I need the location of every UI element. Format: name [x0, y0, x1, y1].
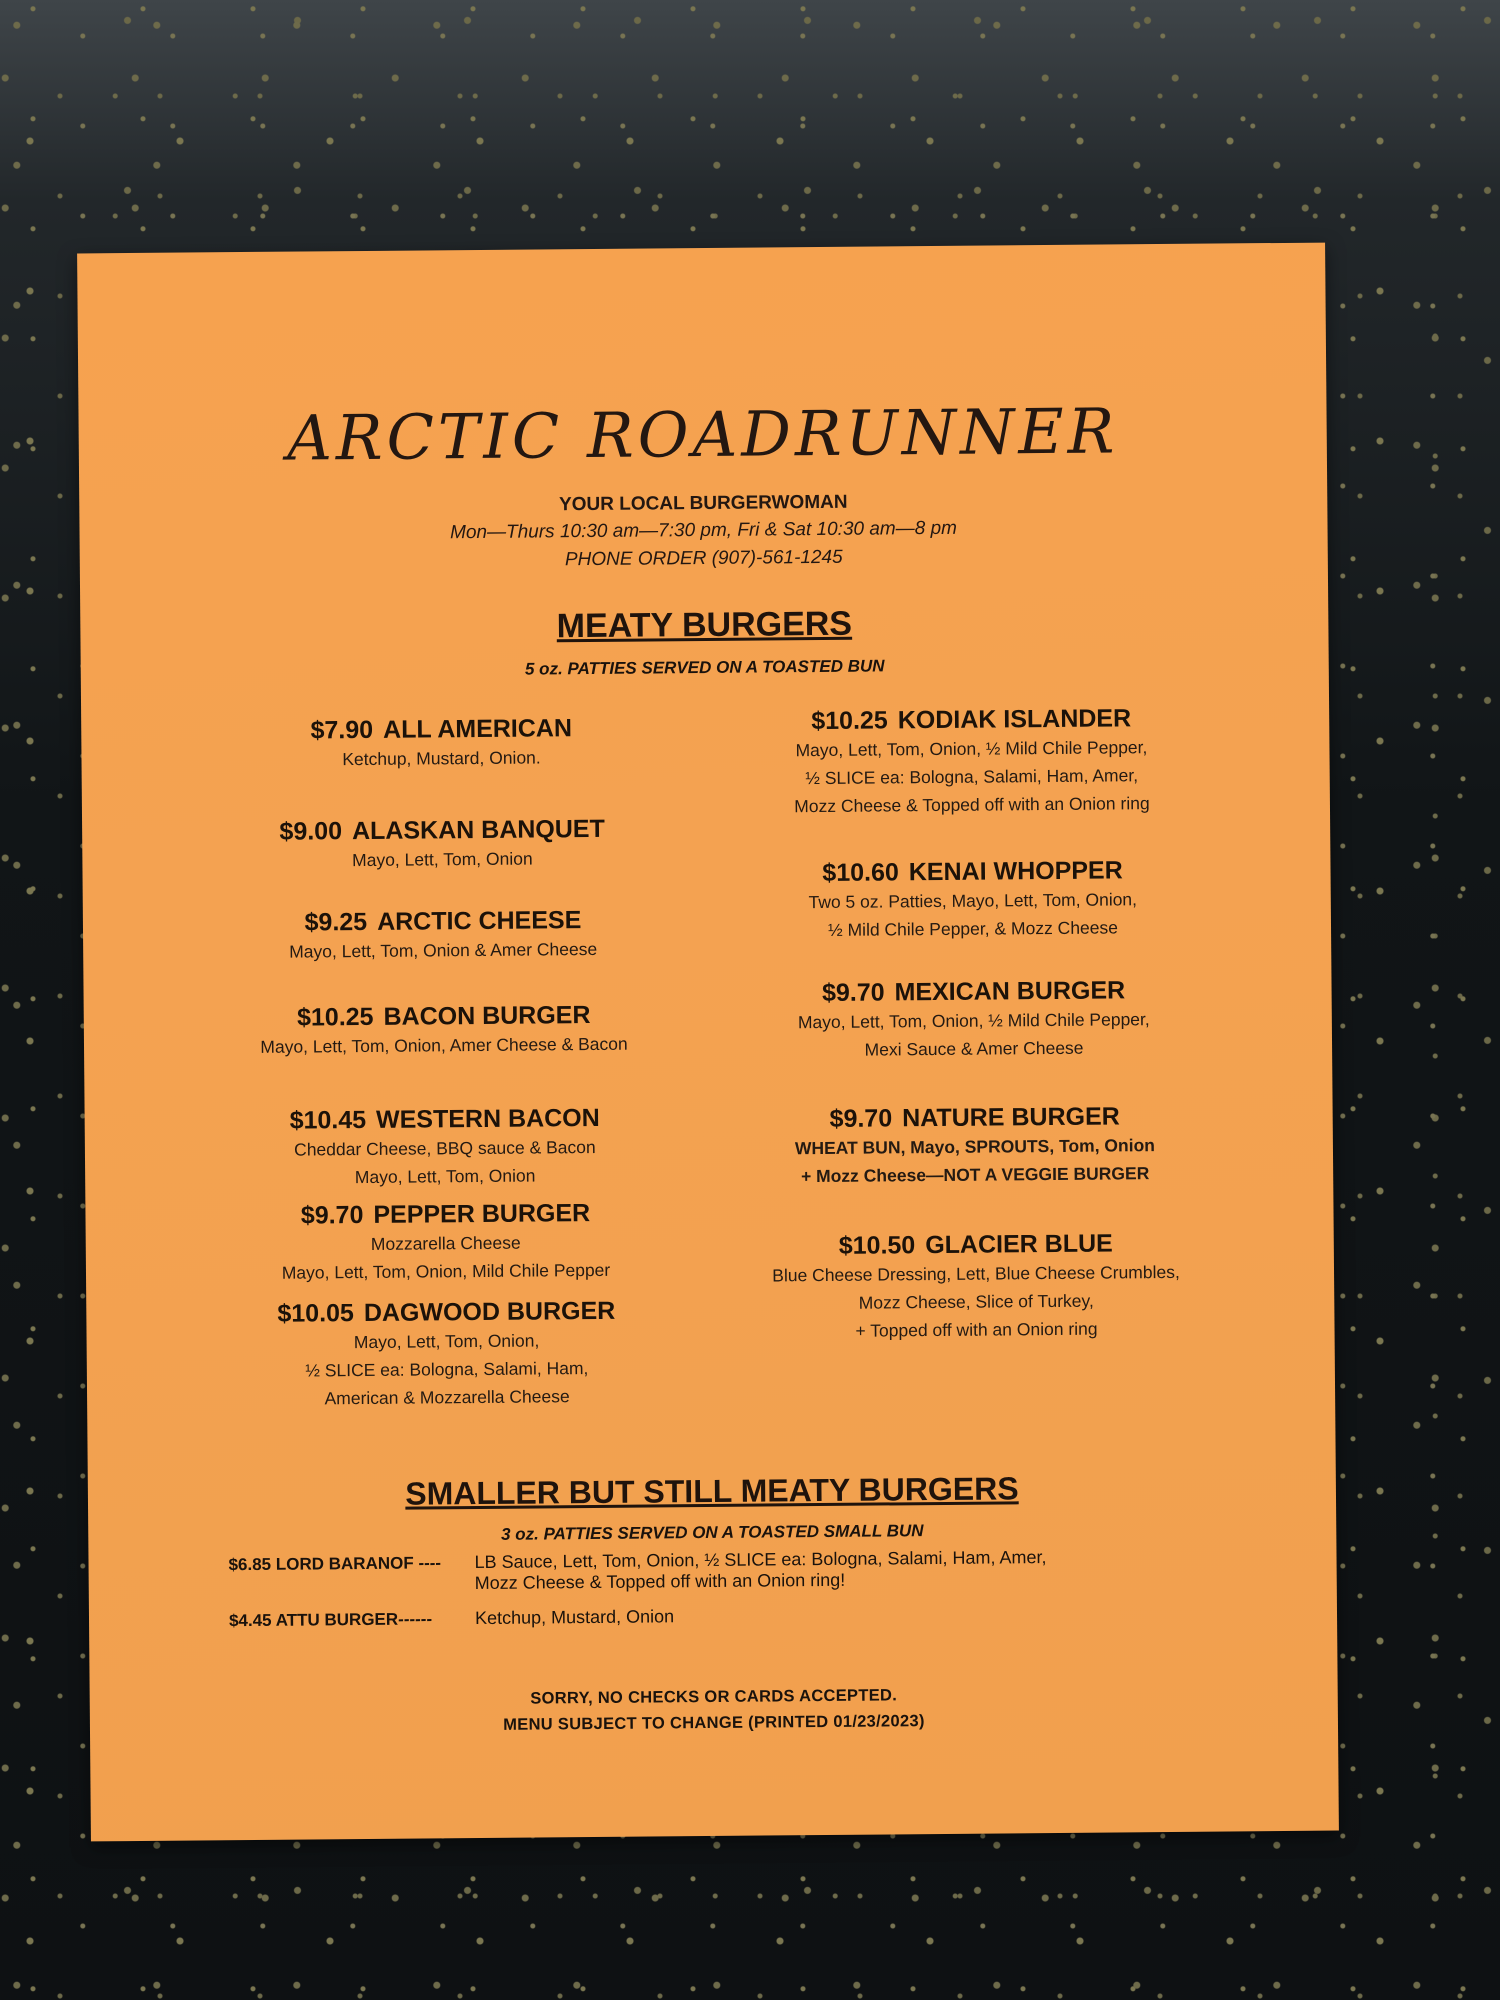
- item-description: [474, 1547, 1046, 1594]
- item-name: BACON BURGER: [383, 1001, 591, 1031]
- menu-item: [224, 1000, 664, 1061]
- item-description: Blue Cheese Dressing, Lett, Blue Cheese Crumbles,: [772, 1261, 1180, 1286]
- item-description: Mayo, Lett, Tom, Onion: [354, 1165, 536, 1188]
- item-price: $9.70: [829, 1104, 893, 1133]
- menu-change-notice: MENU SUBJECT TO CHANGE (PRINTED 01/23/2023): [503, 1712, 925, 1734]
- item-price: $10.25: [296, 1002, 374, 1032]
- item-description: Mayo, Lett, Tom, Onion, Mild Chile Pepper: [281, 1259, 611, 1283]
- item-description: + Topped off with an Onion ring: [855, 1318, 1098, 1341]
- item-name: DAGWOOD BURGER: [363, 1296, 616, 1328]
- item-name: KENAI WHOPPER: [908, 856, 1123, 887]
- item-description: Mozz Cheese & Topped off with an Onion ring: [794, 793, 1150, 817]
- menu-item: [223, 905, 663, 966]
- item-description: Mayo, Lett, Tom, Onion & Amer Cheese: [289, 938, 598, 962]
- menu-sheet: [77, 243, 1339, 1842]
- item-price: $9.70: [821, 978, 885, 1008]
- item-price: $9.00: [279, 817, 343, 846]
- smaller-burgers-heading: SMALLER BUT STILL MEATY BURGERS: [405, 1470, 1019, 1512]
- item-description: Ketchup, Mustard, Onion: [474, 1606, 675, 1629]
- menu-item: [721, 704, 1222, 821]
- item-price: $10.60: [822, 858, 899, 887]
- menu-item: [228, 1545, 1228, 1596]
- item-label: $4.45 ATTU BURGER------: [228, 1609, 433, 1631]
- item-description: Mayo, Lett, Tom, Onion: [351, 848, 533, 871]
- menu-item: [222, 814, 662, 875]
- menu-item: [221, 713, 661, 774]
- item-description: ½ SLICE ea: Bologna, Salami, Ham, Amer,: [805, 765, 1139, 789]
- smaller-burgers-note: 3 oz. PATTIES SERVED ON A TOASTED SMALL BUN: [500, 1521, 924, 1544]
- item-description: Ketchup, Mustard, Onion.: [342, 747, 541, 770]
- menu-item: [726, 1228, 1227, 1345]
- item-description: Mayo, Lett, Tom, Onion,: [353, 1330, 540, 1353]
- restaurant-title: ARCTIC ROADRUNNER: [286, 394, 1119, 475]
- hours: Mon—Thurs 10:30 am—7:30 pm, Fri & Sat 10:30 am—8 pm: [450, 517, 958, 544]
- item-description: Mozzarella Cheese: [370, 1232, 521, 1254]
- item-description: Mayo, Lett, Tom, Onion, ½ Mild Chile Pepper,: [797, 1009, 1150, 1033]
- payment-notice: SORRY, NO CHECKS OR CARDS ACCEPTED.: [530, 1686, 898, 1708]
- item-description: ½ SLICE ea: Bologna, Salami, Ham,: [305, 1358, 589, 1381]
- menu-item: [722, 856, 1223, 945]
- item-description: Mayo, Lett, Tom, Onion, Amer Cheese & Bacon: [260, 1033, 628, 1057]
- item-name: NATURE BURGER: [902, 1102, 1120, 1133]
- item-price: $9.25: [304, 907, 368, 937]
- item-name: PEPPER BURGER: [373, 1199, 591, 1229]
- item-price: $7.90: [310, 715, 374, 745]
- meaty-burgers-heading: MEATY BURGERS: [556, 604, 853, 646]
- item-description-line: Mozz Cheese & Topped off with an Onion ring!: [474, 1569, 846, 1594]
- item-description-line: LB Sauce, Lett, Tom, Onion, ½ SLICE ea: Bologna, Salami, Ham, Amer,: [474, 1547, 1047, 1573]
- item-description: ½ Mild Chile Pepper, & Mozz Cheese: [828, 917, 1119, 940]
- item-price: $10.50: [838, 1231, 916, 1260]
- menu-item: [225, 1198, 666, 1287]
- item-description: American & Mozzarella Cheese: [324, 1386, 570, 1409]
- item-label: $6.85 LORD BARANOF ----: [228, 1553, 442, 1575]
- item-name: ALASKAN BANQUET: [351, 814, 605, 846]
- menu-item: [226, 1296, 667, 1413]
- item-description: Cheddar Cheese, BBQ sauce & Bacon: [294, 1136, 596, 1160]
- item-name: KODIAK ISLANDER: [897, 704, 1132, 735]
- right-menu-column: [717, 244, 1217, 1341]
- meaty-burgers-note: 5 oz. PATTIES SERVED ON A TOASTED BUN: [524, 656, 885, 679]
- item-description: Mayo, Lett, Tom, Onion, ½ Mild Chile Pepper,: [795, 737, 1148, 761]
- item-name: WESTERN BACON: [375, 1103, 600, 1134]
- item-name: ARCTIC CHEESE: [377, 906, 582, 936]
- tagline: YOUR LOCAL BURGERWOMAN: [558, 491, 848, 516]
- item-price: $10.45: [289, 1105, 367, 1135]
- menu-item: [725, 1101, 1226, 1190]
- item-name: MEXICAN BURGER: [894, 976, 1126, 1007]
- left-menu-column: [217, 248, 657, 1409]
- item-price: $10.25: [811, 706, 888, 736]
- menu-item: [723, 975, 1224, 1064]
- menu-item: [225, 1103, 666, 1192]
- item-price: $9.70: [300, 1201, 364, 1230]
- item-name: ALL AMERICAN: [382, 714, 573, 744]
- item-description: Mozz Cheese, Slice of Turkey,: [858, 1290, 1094, 1313]
- item-name: GLACIER BLUE: [925, 1229, 1113, 1260]
- item-description: Two 5 oz. Patties, Mayo, Lett, Tom, Onion,: [808, 889, 1138, 913]
- item-description: WHEAT BUN, Mayo, SPROUTS, Tom, Onion: [794, 1135, 1156, 1159]
- item-price: $10.05: [277, 1299, 355, 1328]
- phone-order: PHONE ORDER (907)-561-1245: [564, 546, 843, 571]
- item-description: + Mozz Cheese—NOT A VEGGIE BURGER: [800, 1163, 1150, 1187]
- menu-item: [229, 1601, 1229, 1631]
- item-description: Mexi Sauce & Amer Cheese: [864, 1037, 1084, 1060]
